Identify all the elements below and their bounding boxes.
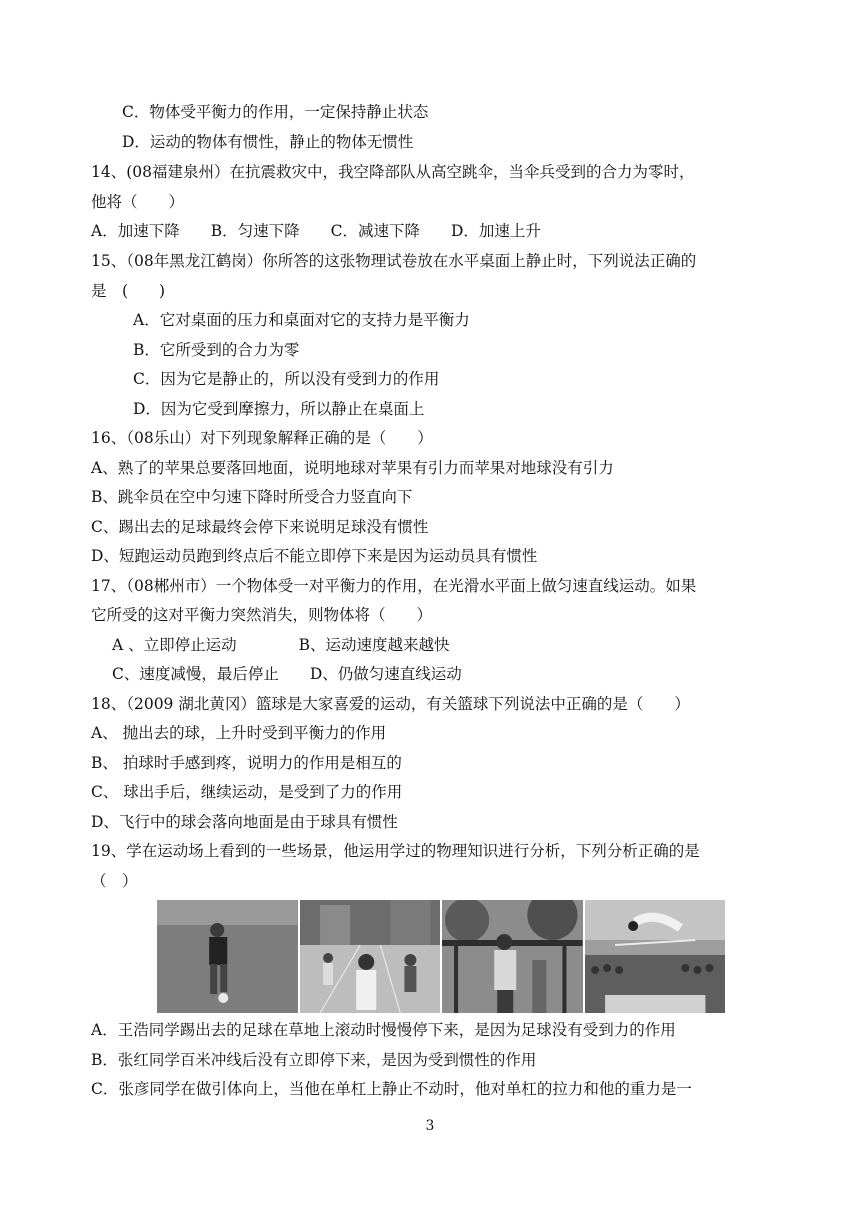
text-line: 17、（08郴州市）一个物体受一对平衡力的作用，在光滑水平面上做匀速直线运动。如果 — [91, 577, 697, 595]
text-line: C、踢出去的足球最终会停下来说明足球没有惯性 — [91, 518, 429, 536]
page-number: 3 — [425, 1118, 435, 1134]
text-line: A．王浩同学踢出去的足球在草地上滚动时慢慢停下来，是因为足球没有受到力的作用 — [91, 1021, 676, 1039]
text-line: C．因为它是静止的，所以没有受到力的作用 — [133, 370, 440, 388]
text-line: （ ） — [91, 872, 138, 890]
text-line: A 、立即停止运动 B、运动速度越来越快 — [112, 636, 450, 654]
text-line: D、飞行中的球会落向地面是由于球具有惯性 — [91, 813, 398, 831]
text-line: 18、（2009 湖北黄冈）篮球是大家喜爱的运动，有关篮球下列说法中正确的是（ ） — [91, 695, 690, 713]
pull-up-photo — [442, 900, 583, 1013]
text-line: A、熟了的苹果总要落回地面，说明地球对苹果有引力而苹果对地球没有引力 — [91, 459, 614, 477]
text-line: A．加速下降 B．匀速下降 C．减速下降 D．加速上升 — [91, 222, 541, 240]
text-line: 他将（ ） — [91, 193, 185, 211]
text-line: B、 拍球时手感到疼，说明力的作用是相互的 — [91, 754, 402, 772]
soccer-photo — [157, 900, 298, 1013]
text-line: 是 ( ) — [91, 282, 166, 300]
high-jump-photo — [585, 900, 726, 1013]
sports-photo-strip — [157, 900, 725, 1013]
text-line: 19、学在运动场上看到的一些场景，他运用学过的物理知识进行分析，下列分析正确的是 — [91, 842, 700, 860]
text-line: 15、（08年黑龙江鹤岗）你所答的这张物理试卷放在水平桌面上静止时，下列说法正确的 — [91, 252, 697, 270]
text-line: C．张彦同学在做引体向上，当他在单杠上静止不动时，他对单杠的拉力和他的重力是一 — [91, 1080, 692, 1098]
text-line: C、速度减慢，最后停止 D、仍做匀速直线运动 — [112, 665, 462, 683]
text-line: A、 抛出去的球，上升时受到平衡力的作用 — [91, 724, 387, 742]
running-photo — [300, 900, 441, 1013]
text-line: 它所受的这对平衡力突然消失，则物体将（ ） — [91, 606, 433, 624]
text-line: B、跳伞员在空中匀速下降时所受合力竖直向下 — [91, 488, 413, 506]
text-line: 14、(08福建泉州）在抗震救灾中，我空降部队从高空跳伞，当伞兵受到的合力为零时， — [91, 163, 695, 181]
text-line: D．运动的物体有惯性，静止的物体无惯性 — [122, 133, 414, 151]
text-line: B．它所受到的合力为零 — [133, 341, 300, 359]
text-line: D．因为它受到摩擦力，所以静止在桌面上 — [133, 400, 425, 418]
text-line: B．张红同学百米冲线后没有立即停下来，是因为受到惯性的作用 — [91, 1051, 537, 1069]
text-line: A．它对桌面的压力和桌面对它的支持力是平衡力 — [133, 311, 470, 329]
text-line: D、短跑运动员跑到终点后不能立即停下来是因为运动员具有惯性 — [91, 547, 538, 565]
text-line: C、 球出手后，继续运动，是受到了力的作用 — [91, 783, 403, 801]
text-line: C．物体受平衡力的作用，一定保持静止状态 — [122, 103, 429, 121]
text-line: 16、（08乐山）对下列现象解释正确的是（ ） — [91, 429, 433, 447]
